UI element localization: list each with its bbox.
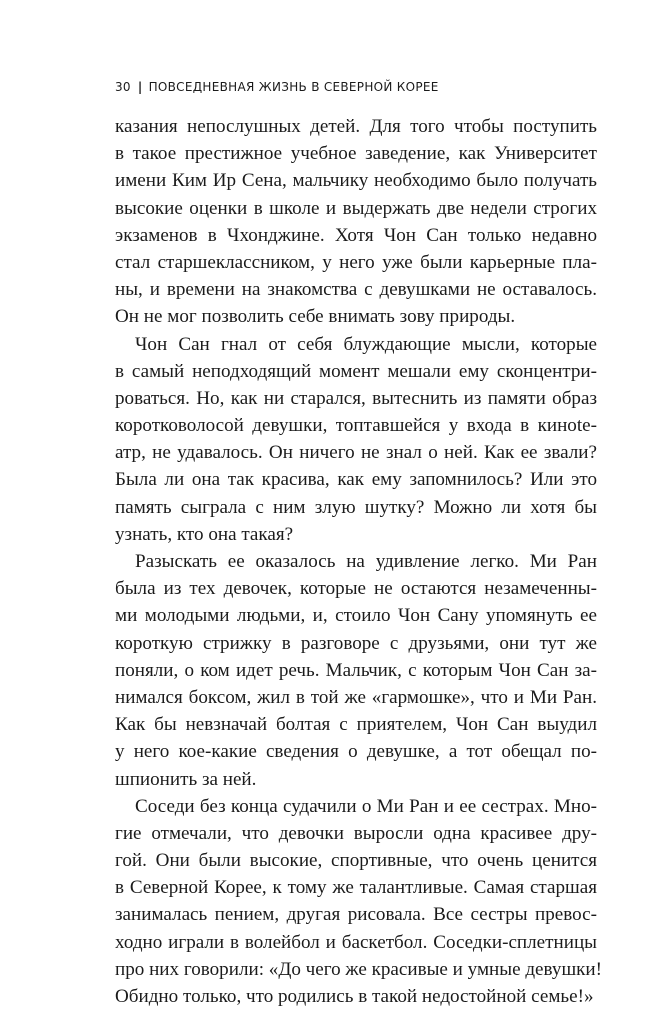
- text-line: Разыскать ее оказалось на удивление легко. Ми Ран: [135, 551, 597, 572]
- text-line: была из тех девочек, которые не остаются незамеченны-: [115, 578, 597, 600]
- text-line: узнать, кто она такая?: [115, 523, 294, 545]
- text-line: ми молодыми людьми, и, стоило Чон Сану упомянуть ее: [115, 605, 597, 627]
- text-line: Он не мог позволить себе внимать зову природы.: [115, 306, 516, 328]
- text-line: в такое престижное учебное заведение, как Университет: [115, 143, 597, 165]
- text-line: поняли, о ком идет речь. Мальчик, с которым Чон Сан за-: [115, 659, 597, 681]
- text-line: Чон Сан гнал от себя блуждающие мысли, которые: [135, 333, 597, 355]
- text-line: гой. Они были высокие, спортивные, что очень ценится: [115, 850, 597, 872]
- text-line: высокие оценки в школе и выдержать две недели строгих: [115, 197, 597, 219]
- paragraph: [115, 548, 597, 793]
- paragraph: [115, 793, 603, 1010]
- text-line: Соседи без конца судачили о Ми Ран и ее сестрах. Мно-: [135, 795, 597, 817]
- text-line: в Северной Корее, к тому же талантливые. Самая старшая: [115, 877, 597, 899]
- page-number: 30: [115, 80, 131, 94]
- paragraph: [115, 331, 597, 549]
- text-line: Была ли она так красива, как ему запомнилось? Или это: [115, 469, 597, 491]
- text-line: экзаменов в Чхонджине. Хотя Чон Сан только недавно: [115, 224, 597, 246]
- text-line: в самый неподходящий момент мешали ему сконцентри-: [115, 360, 597, 382]
- text-line: нимался боксом, жил в той же «гармошке», что и Ми Ран.: [115, 686, 597, 708]
- text-line: роваться. Но, как ни старался, вытеснить из памяти образ: [115, 387, 597, 409]
- text-line: атр, не удавалось. Он ничего не знал о ней. Как ее звали?: [115, 442, 597, 464]
- text-line: казания непослушных детей. Для того чтобы поступить: [115, 116, 597, 137]
- book-title: ПОВСЕДНЕВНАЯ ЖИЗНЬ В СЕВЕРНОЙ КОРЕЕ: [148, 80, 439, 94]
- body-text: [115, 113, 603, 1010]
- text-line: короткую стрижку в разговоре с друзьями, они тут же: [115, 632, 597, 654]
- text-line: занималась пением, другая рисовала. Все сестры превос-: [115, 904, 597, 926]
- text-line: имени Ким Ир Сена, мальчику необходимо было получать: [115, 170, 597, 192]
- text-line: шпионить за ней.: [115, 768, 257, 790]
- text-line: память сыграла с ним злую шутку? Можно ли хотя бы: [115, 496, 597, 518]
- header-separator: |: [137, 80, 143, 94]
- text-line: у него кое-какие сведения о девушке, а тот обещал по-: [115, 741, 597, 763]
- text-line: Как бы невзначай болтая с приятелем, Чон Сан выудил: [115, 714, 597, 736]
- running-header: [115, 80, 439, 94]
- text-line: про них говорили: «До чего же красивые и умные девушки!: [115, 958, 603, 980]
- text-line: ны, и времени на знакомства с девушками не оставалось.: [115, 279, 597, 301]
- text-line: коротковолосой девушки, топтавшейся у входа в кинote-: [115, 415, 597, 437]
- text-line: ходно играли в волейбол и баскетбол. Соседки-сплетницы: [115, 931, 597, 953]
- text-line: стал старшеклассником, у него уже были карьерные пла-: [115, 251, 597, 273]
- text-line: Обидно только, что родились в такой недостойной семье!»: [115, 986, 594, 1007]
- paragraph: [115, 113, 597, 331]
- text-line: гие отмечали, что девочки выросли одна красивее дру-: [115, 822, 597, 844]
